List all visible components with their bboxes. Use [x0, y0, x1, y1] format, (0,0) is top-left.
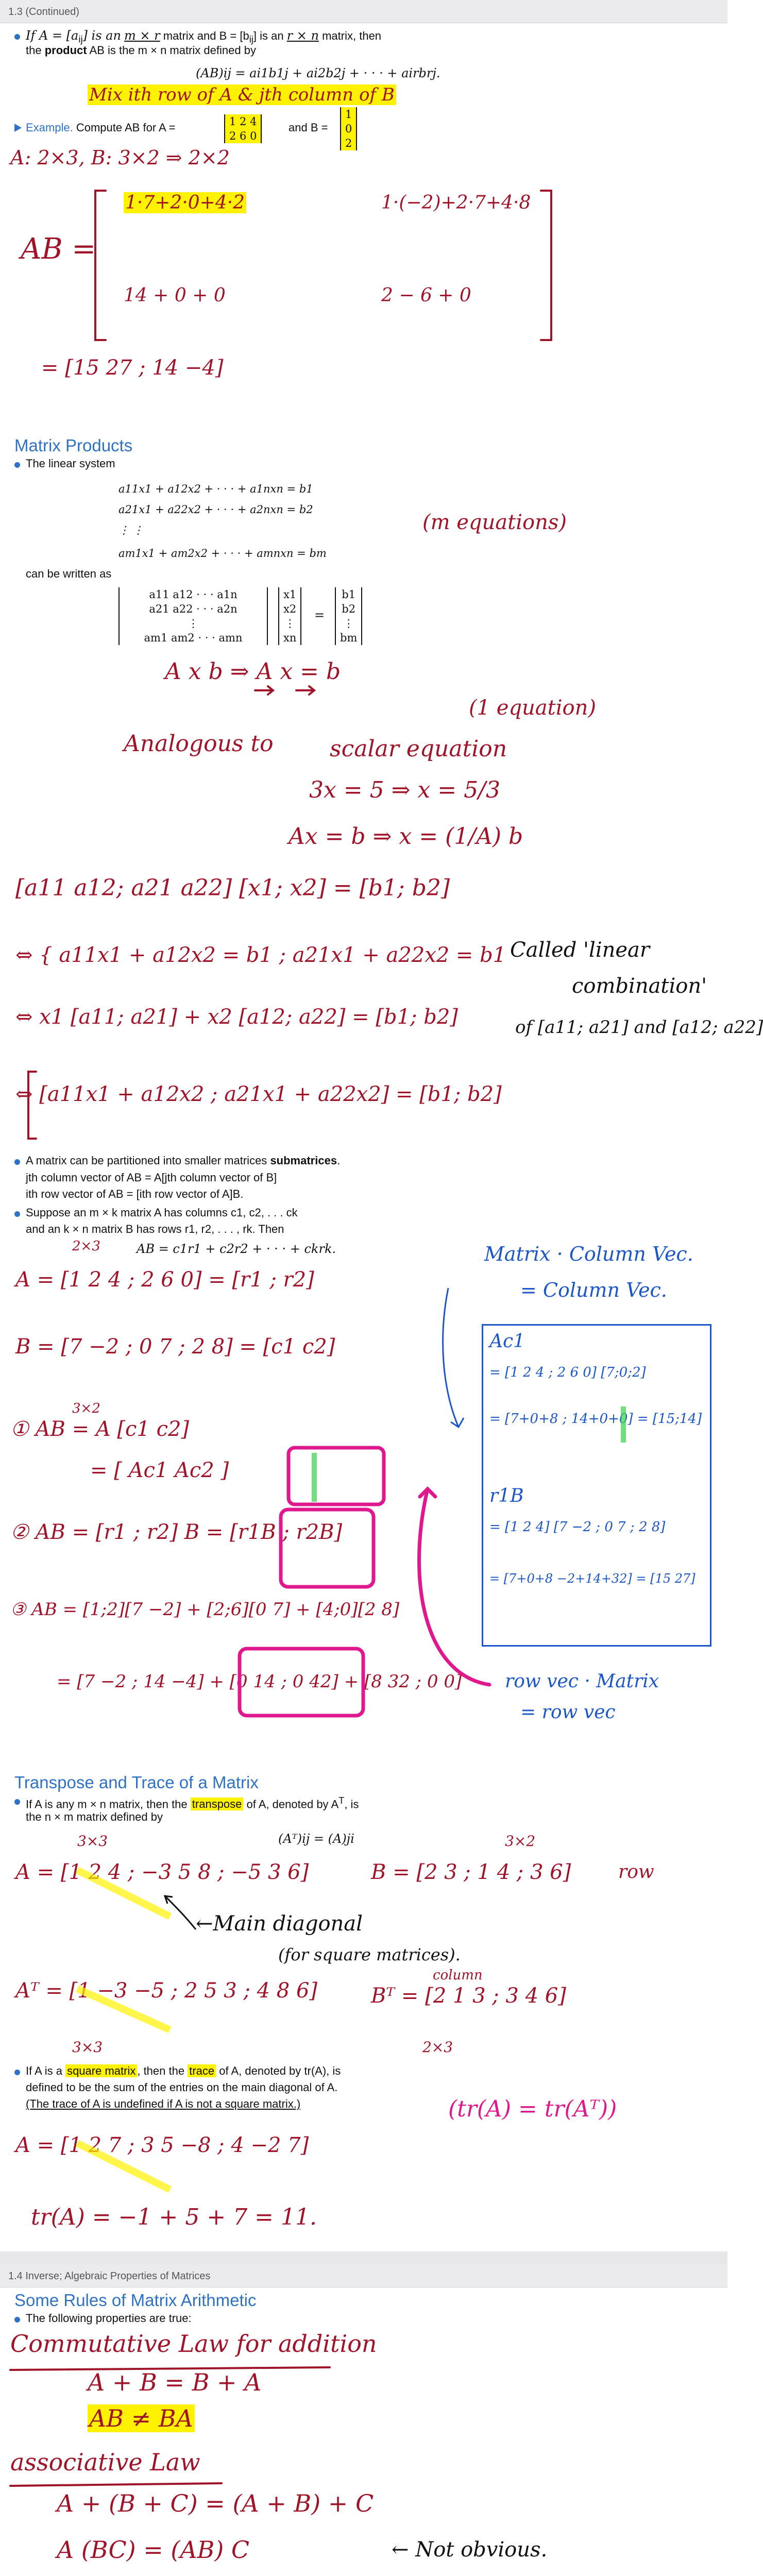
handwritten-ac1: Ac1	[489, 1331, 525, 1352]
handwritten-dimensions: A: 2×3, B: 3×2 ⇒ 2×2	[10, 146, 230, 169]
handwritten-associative: associative Law	[10, 2448, 200, 2476]
written-as: can be written as	[26, 567, 112, 580]
trace-def-2: defined to be the sum of the entries on the main diagonal of A.	[26, 2081, 338, 2094]
system-row-1: a11x1 + a12x2 + · · · + a1nxn = b1	[118, 483, 313, 495]
handwritten-ab-11: 1·7+2·0+4·2	[124, 196, 246, 210]
handwritten-equiv-1: ⇔ { a11x1 + a12x2 = b1 ; a21x1 + a22x2 = b1	[15, 943, 506, 967]
example-and-B: and B =	[289, 121, 328, 134]
outer-product-formula: AB = c1r1 + c2r2 + · · · + ckrk.	[137, 1242, 336, 1256]
handwritten-rowvec-matrix: row vec · Matrix	[505, 1671, 659, 1692]
trace-def-3: (The trace of A is undefined if A is not a square matrix.)	[26, 2097, 301, 2110]
handwritten-method-3b: = [7 −2 ; 14 −4] + [0 14 ; 0 42] + [8 32 ; 0 0]	[57, 1671, 462, 1692]
x-vector: x1 x2 ⋮ xn	[278, 587, 301, 645]
definition-line-2: the product AB is the m × n matrix defined by	[26, 44, 256, 57]
handwritten-colvec: = Column Vec.	[520, 1279, 667, 1301]
product-formula: (AB)ij = ai1b1j + ai2b2j + · · · + airbrj.	[196, 66, 440, 80]
b-vector-arrow	[296, 686, 314, 694]
handwritten-mix-note: Mix ith row of A & jth column of B	[88, 88, 396, 102]
example-matrix-B: 1 0 2	[340, 107, 357, 150]
system-row-3: ⋮ ⋮	[118, 524, 144, 536]
page-2	[0, 2264, 727, 2576]
handwritten-method-1: ① AB = A [c1 c2]	[10, 1417, 190, 1441]
handwritten-ab-result: = [15 27 ; 14 −4]	[41, 356, 224, 380]
handwritten-ac1-result: = [7+0+8 ; 14+0+0] = [15;14]	[489, 1411, 702, 1427]
handwritten-transpose-A: A = [1 2 4 ; −3 5 8 ; −5 3 6]	[15, 1860, 309, 1884]
handwritten-rowvec: = row vec	[520, 1702, 616, 1723]
handwritten-axb: A x b ⇒ A x = b	[165, 658, 341, 685]
page-separator	[0, 2251, 727, 2264]
handwritten-scalar: 3x = 5 ⇒ x = 5/3	[309, 777, 500, 803]
b-vector: b1 b2 ⋮ bm	[335, 587, 362, 645]
handwritten-2x2-system: [a11 a12; a21 a22] [x1; x2] = [b1; b2]	[15, 875, 450, 901]
handwritten-method-1b: = [ Ac1 Ac2 ]	[90, 1459, 229, 1482]
transpose-formula: (Aᵀ)ij = (A)ji	[278, 1832, 354, 1846]
handwritten-comm-2: AB ≠ BA	[88, 2411, 195, 2426]
handwritten-AB-label: AB =	[21, 232, 96, 266]
handwritten-dim-2x3: 2×3	[422, 2039, 453, 2056]
handwritten-vector-analog: Ax = b ⇒ x = (1/A) b	[289, 823, 523, 850]
diag-highlight-A	[77, 1870, 170, 1917]
trace-def-1: If A is a square matrix , then the trace of A, denoted by tr(A), is	[26, 2064, 341, 2077]
handwritten-AT: Aᵀ = [1 −3 −5 ; 2 5 3 ; 4 8 6]	[15, 1979, 318, 2003]
linear-system-intro: The linear system	[26, 457, 115, 470]
diag-highlight-trace	[77, 2143, 170, 2190]
handwritten-dim-3x3: 3×3	[77, 1833, 108, 1850]
rowvec-arrow	[419, 1489, 489, 1685]
handwritten-dim-2x3: 2×3	[72, 1239, 100, 1254]
handwritten-r1b-value: = [1 2 4] [7 −2 ; 0 7 ; 2 8]	[489, 1519, 666, 1535]
handwritten-method-2: ② AB = [r1 ; r2] B = [r1B ; r2B]	[10, 1520, 343, 1544]
submatrices-l1: jth column vector of AB = A[jth column vector of B]	[26, 1171, 277, 1184]
section-title-transpose: Transpose and Trace of a Matrix	[14, 1773, 259, 1792]
transpose-def-1: If A is any m × n matrix, then the transpose of A, denoted by $A^T$, is	[26, 1795, 359, 1811]
handwritten-main-diagonal: ←Main diagonal	[196, 1912, 363, 1936]
handwritten-B-cols: B = [7 −2 ; 0 7 ; 2 8] = [c1 c2]	[15, 1335, 335, 1359]
handwritten-trace-value: tr(A) = −1 + 5 + 7 = 11.	[31, 2204, 317, 2230]
handwritten-dim-3x3-b: 3×3	[72, 2039, 103, 2056]
definition-line-1: If $A = [a_{ij}]$ is an m × r matrix and $B = [b_{ij}]$ is an r × n matrix, then	[26, 28, 382, 45]
ab-bracket-right	[541, 191, 551, 340]
handwritten-r1b: r1B	[489, 1485, 524, 1506]
handwritten-A-rows: A = [1 2 4 ; 2 6 0] = [r1 ; r2]	[15, 1268, 314, 1292]
system-row-2: a21x1 + a22x2 + · · · + a2nxn = b2	[118, 503, 313, 516]
diag-highlight-AT	[77, 1989, 170, 2030]
handwritten-trace-A: A = [1 2 7 ; 3 5 −8 ; 4 −2 7]	[15, 2133, 309, 2157]
handwritten-matrix-colvec: Matrix · Column Vec.	[484, 1243, 693, 1265]
coefficient-matrix: a11 a12 · · · a1n a21 a22 · · · a2n ⋮ am1 am2 · · · amn	[118, 587, 268, 645]
submatrices-line: A matrix can be partitioned into smaller matrices submatrices.	[26, 1154, 341, 1167]
matrix-colvec-arrow	[443, 1288, 464, 1427]
section-title-rules: Some Rules of Matrix Arithmetic	[14, 2291, 257, 2310]
section-header: 1.3 (Continued)	[8, 6, 79, 18]
ab-bracket-left	[95, 191, 106, 340]
handwritten-column: column	[433, 1968, 483, 1983]
handwritten-combination: combination'	[572, 974, 707, 998]
handwritten-trace-transpose: (tr(A) = tr(Aᵀ))	[448, 2096, 617, 2122]
handwritten-square-matrices: (for square matrices).	[278, 1945, 461, 1964]
x-vector-arrow	[255, 686, 273, 694]
handwritten-method-3: ③ AB = [1;2][7 −2] + [2;6][0 7] + [4;0][2 8]	[10, 1599, 400, 1620]
ac2-box	[289, 1448, 384, 1504]
handwritten-dim-3x2: 3×2	[72, 1401, 100, 1416]
rules-intro: The following properties are true:	[26, 2312, 192, 2325]
equiv-3-brace	[28, 1072, 36, 1139]
ab-result-box	[240, 1649, 363, 1716]
handwritten-commutative: Commutative Law for addition	[10, 2330, 377, 2358]
submatrices-l2: ith row vector of AB = [ith row vector of A]B.	[26, 1188, 244, 1200]
handwritten-ab-12: 1·(−2)+2·7+4·8	[381, 192, 531, 213]
handwritten-dim-3x2-b: 3×2	[505, 1833, 536, 1850]
example-1: Example. Compute AB for A =	[26, 121, 176, 134]
handwritten-ab-21: 14 + 0 + 0	[124, 285, 226, 306]
handwritten-one-equation: (1 equation)	[469, 696, 596, 720]
handwritten-m-equations: (m equations)	[422, 511, 567, 534]
underline-associative	[10, 2483, 222, 2486]
handwritten-BT: Bᵀ = [2 1 3 ; 3 4 6]	[371, 1984, 566, 2008]
handwritten-of: of [a11; a21] and [a12; a22]	[515, 1017, 763, 1038]
handwritten-comm-1: A + B = B + A	[88, 2368, 262, 2396]
handwritten-not-obvious: ← Not obvious.	[392, 2538, 548, 2562]
handwritten-called: Called 'linear	[510, 938, 650, 962]
submatrices-l3: Suppose an m × k matrix A has columns c1, c2, . . . ck	[26, 1206, 298, 1219]
handwritten-row: row	[618, 1861, 654, 1883]
handwritten-equiv-3: ⇔ [a11x1 + a12x2 ; a21x1 + a22x2] = [b1; b2]	[15, 1082, 502, 1106]
section-title-matrix-products: Matrix Products	[14, 436, 133, 455]
handwritten-ab-22: 2 − 6 + 0	[381, 285, 471, 306]
handwritten-equiv-2: ⇔ x1 [a11; a21] + x2 [a12; a22] = [b1; b2]	[15, 1005, 458, 1029]
handwritten-analogous: Analogous to	[124, 731, 274, 757]
example-matrix-A: 1 2 4 2 6 0	[224, 114, 262, 143]
handwritten-assoc-2: A (BC) = (AB) C	[57, 2536, 250, 2564]
handwritten-transpose-B: B = [2 3 ; 1 4 ; 3 6]	[371, 1860, 571, 1884]
system-row-4: am1x1 + am2x2 + · · · + amnxn = bm	[118, 547, 327, 560]
page2-ink-strokes	[0, 2264, 727, 2576]
handwritten-assoc-1: A + (B + C) = (A + B) + C	[57, 2489, 374, 2517]
r1b-box	[281, 1510, 374, 1587]
handwritten-ac1-value: = [1 2 4 ; 2 6 0] [7;0;2]	[489, 1365, 646, 1380]
transpose-def-2: the n × m matrix defined by	[26, 1810, 163, 1823]
section-header-2: 1.4 Inverse; Algebraic Properties of Matrices	[8, 2270, 211, 2282]
handwritten-scalar-equation: scalar equation	[330, 736, 507, 762]
submatrices-l4: and an k × n matrix B has rows r1, r2, . . . , rk. Then	[26, 1223, 284, 1235]
handwritten-r1b-result: = [7+0+8 −2+14+32] = [15 27]	[489, 1571, 696, 1586]
equals-sign: =	[314, 608, 325, 622]
underline-commutative	[10, 2367, 330, 2370]
